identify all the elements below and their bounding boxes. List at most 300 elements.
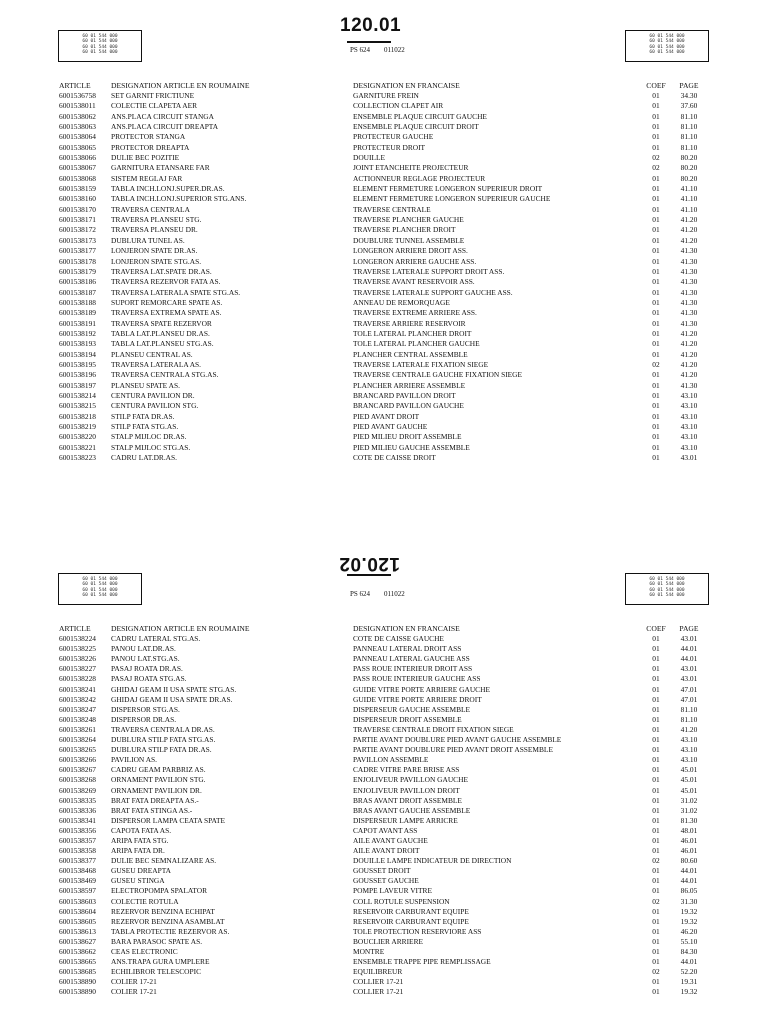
designation-romanian: TRAVERSA CENTRALA STG.AS.	[111, 370, 219, 380]
designation-french: PAVILLON ASSEMBLE	[353, 755, 429, 765]
reference-date: 011022	[384, 590, 405, 598]
article-number: 6001538265	[59, 745, 96, 755]
page-number: 80.20	[680, 153, 698, 163]
article-number: 6001538268	[59, 775, 96, 785]
designation-french: MONTRE	[353, 947, 385, 956]
designation-romanian: CAPOTA FATA AS.	[111, 825, 172, 835]
table-row	[0, 401, 768, 411]
table-row	[0, 715, 768, 725]
reference-box-line: 60 01 544 000	[649, 582, 685, 588]
table-row	[0, 826, 768, 836]
column-header-coefficient: COEF	[646, 624, 666, 633]
coefficient: 01	[652, 957, 660, 967]
designation-french: TRAVERSE CENTRALE DROIT FIXATION SIEGE	[353, 724, 514, 734]
designation-french: TRAVERSE AVANT RESERVOIR ASS.	[353, 277, 475, 287]
reference-code: PS 624	[350, 590, 371, 598]
reference-date: 011022	[384, 46, 405, 54]
coefficient: 02	[652, 896, 660, 906]
table-row	[0, 174, 768, 184]
designation-romanian: CADRU LATERAL STG.AS.	[111, 634, 201, 644]
coefficient: 01	[652, 308, 660, 318]
designation-french: TRAVERSE PLANCHER GAUCHE	[353, 215, 464, 225]
table-row	[0, 412, 768, 422]
designation-french: PLANCHER ARRIERE ASSEMBLE	[353, 380, 466, 390]
article-number: 6001538195	[59, 359, 96, 369]
coefficient: 01	[652, 674, 660, 684]
page-number: 37.60	[680, 101, 698, 111]
article-number: 6001538358	[59, 846, 96, 856]
coefficient: 01	[652, 906, 660, 916]
designation-romanian: PAVILION AS.	[111, 755, 157, 765]
column-header-page-number: PAGE	[679, 81, 699, 90]
coefficient: 01	[652, 644, 660, 654]
coefficient: 01	[652, 101, 660, 111]
reference-box-line: 60 01 544 000	[82, 587, 118, 593]
article-number: 6001538228	[59, 674, 96, 684]
page-number: 44.01	[680, 957, 698, 967]
article-number: 6001538264	[59, 735, 96, 745]
table-row	[0, 735, 768, 745]
column-header-designation-romanian: DESIGNATION ARTICLE EN ROUMAINE	[111, 81, 250, 90]
designation-romanian: LONJERON SPATE DR.AS.	[111, 246, 198, 256]
designation-romanian: GUSEU DREAPTA	[111, 866, 171, 876]
page-number: 81.10	[680, 714, 698, 724]
article-number: 6001538065	[59, 142, 96, 152]
coefficient: 01	[652, 755, 660, 765]
table-row	[0, 796, 768, 806]
reference-box-line: 60 01 544 000	[82, 39, 118, 45]
article-number: 6001538605	[59, 916, 96, 926]
article-number: 6001538224	[59, 634, 96, 644]
article-number: 6001538215	[59, 401, 96, 411]
table-row	[0, 225, 768, 235]
page-number: 31.02	[680, 795, 698, 805]
article-number: 6001538469	[59, 876, 96, 886]
page-number: 80.60	[680, 856, 698, 866]
designation-romanian: COLECTIE ROTULA	[111, 896, 179, 906]
article-number: 6001538335	[59, 795, 96, 805]
page-number: 84.30	[680, 947, 698, 956]
designation-romanian: COLECTIE CLAPETA AER	[111, 101, 198, 111]
table-row	[0, 786, 768, 796]
page-number: 43.01	[680, 634, 698, 644]
table-row	[0, 122, 768, 132]
designation-french: EQUILIBREUR	[353, 967, 403, 977]
designation-french: PROTECTEUR GAUCHE	[353, 132, 434, 142]
column-header-designation-french: DESIGNATION EN FRANCAISE	[353, 81, 460, 90]
designation-romanian: DISPERSOR LAMPA CEATA SPATE	[111, 815, 226, 825]
designation-romanian: LONJERON SPATE STG.AS.	[111, 256, 202, 266]
table-row	[0, 277, 768, 287]
designation-french: AILE AVANT DROIT	[353, 846, 420, 856]
article-number: 6001538062	[59, 111, 96, 121]
designation-french: CAPOT AVANT ASS	[353, 825, 418, 835]
page-number: 80.20	[680, 163, 698, 173]
designation-french: TRAVERSE ARRIERE RESERVOIR	[353, 318, 466, 328]
article-number: 6001538468	[59, 866, 96, 876]
article-number: 6001538665	[59, 957, 96, 967]
reference-box-line: 60 01 544 000	[82, 50, 118, 56]
designation-french: TRAVERSE LATERALE SUPPORT DROIT ASS.	[353, 266, 505, 276]
page-number: 43.10	[680, 422, 698, 431]
coefficient: 01	[652, 401, 660, 411]
designation-romanian: GUSEU STINGA	[111, 876, 165, 886]
designation-french: RESERVOIR CARBURANT EQUIPE	[353, 906, 469, 916]
column-header-designation-romanian: DESIGNATION ARTICLE EN ROUMAINE	[111, 624, 250, 633]
coefficient: 02	[652, 163, 660, 173]
coefficient: 01	[652, 194, 660, 204]
designation-romanian: DISPERSOR STG.AS.	[111, 704, 180, 714]
article-number: 6001538266	[59, 755, 96, 765]
article-number: 6001538068	[59, 173, 96, 183]
page-number: 55.10	[680, 936, 698, 946]
designation-french: PIED AVANT GAUCHE	[353, 422, 428, 431]
designation-romanian: PROTECTOR STANGA	[111, 132, 186, 142]
article-number: 6001538247	[59, 704, 96, 714]
reference-box-line: 60 01 544 000	[649, 50, 685, 56]
reference-box-line: 60 01 544 000	[649, 44, 685, 50]
page-number: 41.20	[680, 215, 698, 225]
coefficient: 01	[652, 287, 660, 297]
coefficient: 01	[652, 91, 660, 100]
table-row	[0, 806, 768, 816]
page-number: 46.01	[680, 835, 698, 845]
designation-french: PLANCHER CENTRAL ASSEMBLE	[353, 349, 468, 359]
column-header-designation-french: DESIGNATION EN FRANCAISE	[353, 624, 460, 633]
designation-french: GUIDE VITRE PORTE ARRIERE DROIT	[353, 694, 482, 704]
designation-romanian: BRAT FATA DREAPTA AS.-	[111, 795, 199, 805]
page-number: 43.01	[680, 453, 698, 463]
page-number: 41.10	[680, 204, 698, 214]
table-row	[0, 443, 768, 453]
table-row	[0, 897, 768, 907]
coefficient: 01	[652, 453, 660, 463]
designation-french: COLLECTION CLAPET AIR	[353, 101, 444, 111]
designation-french: PIED MILIEU GAUCHE ASSEMBLE	[353, 442, 470, 452]
article-number: 6001538890	[59, 987, 96, 997]
page-number: 41.10	[680, 194, 698, 204]
designation-romanian: TRAVERSA PLANSEU DR.	[111, 225, 198, 235]
designation-romanian: TABLA INCH.LONJ.SUPERIOR STG.ANS.	[111, 194, 247, 204]
page-number: 41.30	[680, 297, 698, 307]
coefficient: 01	[652, 987, 660, 997]
article-number: 6001538248	[59, 714, 96, 724]
table-header-row	[0, 81, 768, 91]
page-number: 41.20	[680, 339, 698, 349]
table-row	[0, 927, 768, 937]
designation-romanian: PROTECTOR DREAPTA	[111, 142, 190, 152]
section-title: 120.01	[340, 15, 402, 36]
designation-romanian: COLIER 17-21	[111, 977, 157, 987]
designation-romanian: PASAJ ROATA DR.AS.	[111, 664, 183, 674]
table-row	[0, 267, 768, 277]
designation-romanian: ARIPA FATA STG.	[111, 835, 169, 845]
coefficient: 01	[652, 370, 660, 380]
reference-box-line: 60 01 544 000	[82, 577, 118, 582]
coefficient: 01	[652, 694, 660, 704]
designation-french: PASS ROUE INTERIEUR DROIT ASS	[353, 664, 473, 674]
article-number: 6001538214	[59, 390, 96, 400]
column-header-article-number: ARTICLE	[59, 81, 91, 90]
designation-romanian: ARIPA FATA DR.	[111, 846, 165, 856]
designation-french: TRAVERSE LATERALE FIXATION SIEGE	[353, 359, 489, 369]
page-number: 52.20	[680, 967, 698, 977]
article-number: 6001538011	[59, 101, 96, 111]
coefficient: 01	[652, 111, 660, 121]
designation-french: DOUILLE LAMPE INDICATEUR DE DIRECTION	[353, 856, 512, 866]
page-number: 41.20	[680, 724, 698, 734]
designation-romanian: STILP FATA DR.AS.	[111, 411, 175, 421]
table-row	[0, 194, 768, 204]
article-number: 6001538173	[59, 235, 96, 245]
article-number: 6001538662	[59, 947, 96, 956]
page-number: 45.01	[680, 765, 698, 775]
coefficient: 01	[652, 815, 660, 825]
table-row	[0, 846, 768, 856]
page-number: 41.20	[680, 328, 698, 338]
table-row	[0, 664, 768, 674]
designation-romanian: TRAVERSA SPATE REZERVOR	[111, 318, 212, 328]
article-number: 6001538227	[59, 664, 96, 674]
coefficient: 01	[652, 876, 660, 886]
designation-french: BRANCARD PAVILLON DROIT	[353, 390, 456, 400]
coefficient: 01	[652, 634, 660, 644]
designation-french: JOINT ETANCHEITE PROJECTEUR	[353, 163, 469, 173]
page-number: 81.10	[680, 132, 698, 142]
designation-romanian: TRAVERSA LATERALA SPATE STG.AS.	[111, 287, 241, 297]
column-header-article-number: ARTICLE	[59, 624, 91, 633]
article-number: 6001538226	[59, 654, 96, 664]
article-number: 6001536758	[59, 91, 96, 100]
table-row	[0, 745, 768, 755]
page-number: 41.10	[680, 184, 698, 194]
designation-romanian: DISPERSOR DR.AS.	[111, 714, 177, 724]
designation-french: BRAS AVANT GAUCHE ASSEMBLE	[353, 805, 471, 815]
designation-romanian: ANS.PLACA CIRCUIT DREAPTA	[111, 122, 219, 132]
table-row	[0, 257, 768, 267]
reference-box-line: 60 01 544 000	[649, 593, 685, 599]
designation-romanian: PLANSEU CENTRAL AS.	[111, 349, 193, 359]
designation-romanian: ELECTROPOMPA SPALATOR	[111, 886, 208, 896]
designation-romanian: TRAVERSA REZERVOR FATA AS.	[111, 277, 221, 287]
article-number: 6001538188	[59, 297, 96, 307]
coefficient: 01	[652, 422, 660, 431]
table-row	[0, 977, 768, 987]
article-number: 6001538066	[59, 153, 96, 163]
coefficient: 01	[652, 442, 660, 452]
table-row	[0, 153, 768, 163]
designation-french: GOUSSET DROIT	[353, 866, 411, 876]
designation-french: DISPERSEUR LAMPE ARRICRE	[353, 815, 458, 825]
page-number: 43.01	[680, 674, 698, 684]
designation-french: CADRE VITRE PARE BRISE ASS	[353, 765, 460, 775]
coefficient: 01	[652, 297, 660, 307]
designation-french: LONGERON ARRIERE GAUCHE ASS.	[353, 256, 477, 266]
table-row	[0, 836, 768, 846]
reference-box-line: 60 01 544 000	[649, 34, 685, 39]
table-row	[0, 886, 768, 896]
designation-romanian: STILP FATA STG.AS.	[111, 422, 179, 431]
designation-romanian: DULIE BEC SEMNALIZARE AS.	[111, 856, 217, 866]
table-row	[0, 370, 768, 380]
page-number: 41.20	[680, 349, 698, 359]
page-number: 81.10	[680, 122, 698, 132]
designation-romanian: GARNITURA ETANSARE FAR	[111, 163, 210, 173]
designation-romanian: DUBLURA TUNEL AS.	[111, 235, 185, 245]
designation-french: COLLIER 17-21	[353, 977, 404, 987]
table-row	[0, 360, 768, 370]
designation-french: PARTIE AVANT DOUBLURE PIED AVANT GAUCHE ASSEMBLE	[353, 735, 562, 745]
table-row	[0, 381, 768, 391]
designation-french: DISPERSEUR DROIT ASSEMBLE	[353, 714, 462, 724]
article-number: 6001538890	[59, 977, 96, 987]
designation-french: DOUILLE	[353, 153, 386, 163]
table-row	[0, 725, 768, 735]
article-number: 6001538177	[59, 246, 96, 256]
coefficient: 01	[652, 432, 660, 442]
article-number: 6001538685	[59, 967, 96, 977]
coefficient: 02	[652, 967, 660, 977]
designation-romanian: BARA PARASOC SPATE AS.	[111, 936, 203, 946]
parts-table	[0, 81, 768, 463]
page-number: 41.30	[680, 246, 698, 256]
parts-table	[0, 624, 768, 997]
table-row	[0, 205, 768, 215]
table-row	[0, 765, 768, 775]
page-number: 43.10	[680, 745, 698, 755]
section-reference	[350, 46, 405, 54]
table-row	[0, 184, 768, 194]
article-number: 6001538613	[59, 926, 96, 936]
page-number: 45.01	[680, 785, 698, 795]
page-number: 81.10	[680, 704, 698, 714]
designation-romanian: TRAVERSA PLANSEU STG.	[111, 215, 202, 225]
designation-french: ANNEAU DE REMORQUAGE	[353, 297, 450, 307]
designation-romanian: CEAS ELECTRONIC	[111, 947, 178, 956]
designation-romanian: TRAVERSA LAT.SPATE DR.AS.	[111, 266, 212, 276]
table-row	[0, 91, 768, 101]
page-number: 81.30	[680, 815, 698, 825]
designation-romanian: PLANSEU SPATE AS.	[111, 380, 180, 390]
designation-french: GUIDE VITRE PORTE ARRIERE GAUCHE	[353, 684, 490, 694]
article-number: 6001538160	[59, 194, 96, 204]
page-number: 81.10	[680, 142, 698, 152]
article-number: 6001538179	[59, 266, 96, 276]
page-number: 34.30	[680, 91, 698, 100]
page-number: 43.10	[680, 401, 698, 411]
coefficient: 01	[652, 328, 660, 338]
designation-french: COLL ROTULE SUSPENSION	[353, 896, 450, 906]
coefficient: 01	[652, 947, 660, 956]
page-number: 46.01	[680, 846, 698, 856]
designation-romanian: DULIE BEC POZITIE	[111, 153, 180, 163]
coefficient: 01	[652, 204, 660, 214]
page-number: 43.10	[680, 755, 698, 765]
designation-french: ENSEMBLE PLAQUE CIRCUIT DROIT	[353, 122, 479, 132]
coefficient: 02	[652, 153, 660, 163]
reference-code: PS 624	[350, 46, 371, 54]
table-row	[0, 947, 768, 957]
designation-french: TOLE LATERAL PLANCHER GAUCHE	[353, 339, 480, 349]
coefficient: 01	[652, 835, 660, 845]
article-number: 6001538336	[59, 805, 96, 815]
table-row	[0, 856, 768, 866]
designation-romanian: SUPORT REMORCARE SPATE AS.	[111, 297, 223, 307]
coefficient: 01	[652, 775, 660, 785]
table-row	[0, 907, 768, 917]
designation-french: PARTIE AVANT DOUBLURE PIED AVANT DROIT ASSEMBLE	[353, 745, 553, 755]
designation-romanian: PANOU LAT.STG.AS.	[111, 654, 180, 664]
article-number: 6001538356	[59, 825, 96, 835]
table-row	[0, 917, 768, 927]
article-number: 6001538603	[59, 896, 96, 906]
coefficient: 01	[652, 654, 660, 664]
table-header-row	[0, 624, 768, 634]
page-number: 47.01	[680, 694, 698, 704]
reference-box-line: 60 01 544 000	[649, 577, 685, 582]
title-underline	[347, 574, 391, 576]
article-number: 6001538219	[59, 422, 96, 431]
designation-romanian: GHIDAJ GEAM II USA SPATE DR.AS.	[111, 694, 233, 704]
coefficient: 01	[652, 805, 660, 815]
designation-french: PROTECTEUR DROIT	[353, 142, 426, 152]
coefficient: 01	[652, 795, 660, 805]
article-number: 6001538197	[59, 380, 96, 390]
designation-romanian: CENTURA PAVILION DR.	[111, 390, 195, 400]
designation-french: ENSEMBLE PLAQUE CIRCUIT GAUCHE	[353, 111, 487, 121]
coefficient: 01	[652, 977, 660, 987]
title-underline	[347, 41, 391, 43]
article-number: 6001538269	[59, 785, 96, 795]
reference-box-left	[58, 573, 142, 605]
article-number: 6001538357	[59, 835, 96, 845]
reference-box-line: 60 01 544 000	[82, 582, 118, 588]
table-row	[0, 432, 768, 442]
coefficient: 01	[652, 142, 660, 152]
page-number: 48.01	[680, 825, 698, 835]
article-number: 6001538170	[59, 204, 96, 214]
table-row	[0, 967, 768, 977]
coefficient: 01	[652, 277, 660, 287]
article-number: 6001538159	[59, 184, 96, 194]
page-number: 41.20	[680, 225, 698, 235]
designation-romanian: STALP MIJLOC STG.AS.	[111, 442, 191, 452]
table-row	[0, 816, 768, 826]
article-number: 6001538171	[59, 215, 96, 225]
designation-french: PANNEAU LATERAL GAUCHE ASS	[353, 654, 470, 664]
coefficient: 01	[652, 184, 660, 194]
coefficient: 01	[652, 825, 660, 835]
table-row	[0, 308, 768, 318]
designation-french: ELEMENT FERMETURE LONGERON SUPERIEUR GAUCHE	[353, 194, 551, 204]
table-row	[0, 674, 768, 684]
designation-romanian: TABLA INCH.LONJ.SUPER.DR.AS.	[111, 184, 225, 194]
article-number: 6001538242	[59, 694, 96, 704]
table-row	[0, 422, 768, 432]
page-number: 41.20	[680, 235, 698, 245]
coefficient: 02	[652, 359, 660, 369]
reference-box-right	[625, 30, 709, 62]
page-number: 43.10	[680, 411, 698, 421]
designation-french: COTE DE CAISSE GAUCHE	[353, 634, 444, 644]
designation-french: PIED MILIEU DROIT ASSEMBLE	[353, 432, 462, 442]
designation-french: RESERVOIR CARBURANT EQUIPE	[353, 916, 469, 926]
page-number: 19.31	[680, 977, 698, 987]
coefficient: 01	[652, 225, 660, 235]
designation-romanian: DUBLURA STILP FATA DR.AS.	[111, 745, 212, 755]
page-number: 41.30	[680, 308, 698, 318]
page-number: 19.32	[680, 906, 698, 916]
